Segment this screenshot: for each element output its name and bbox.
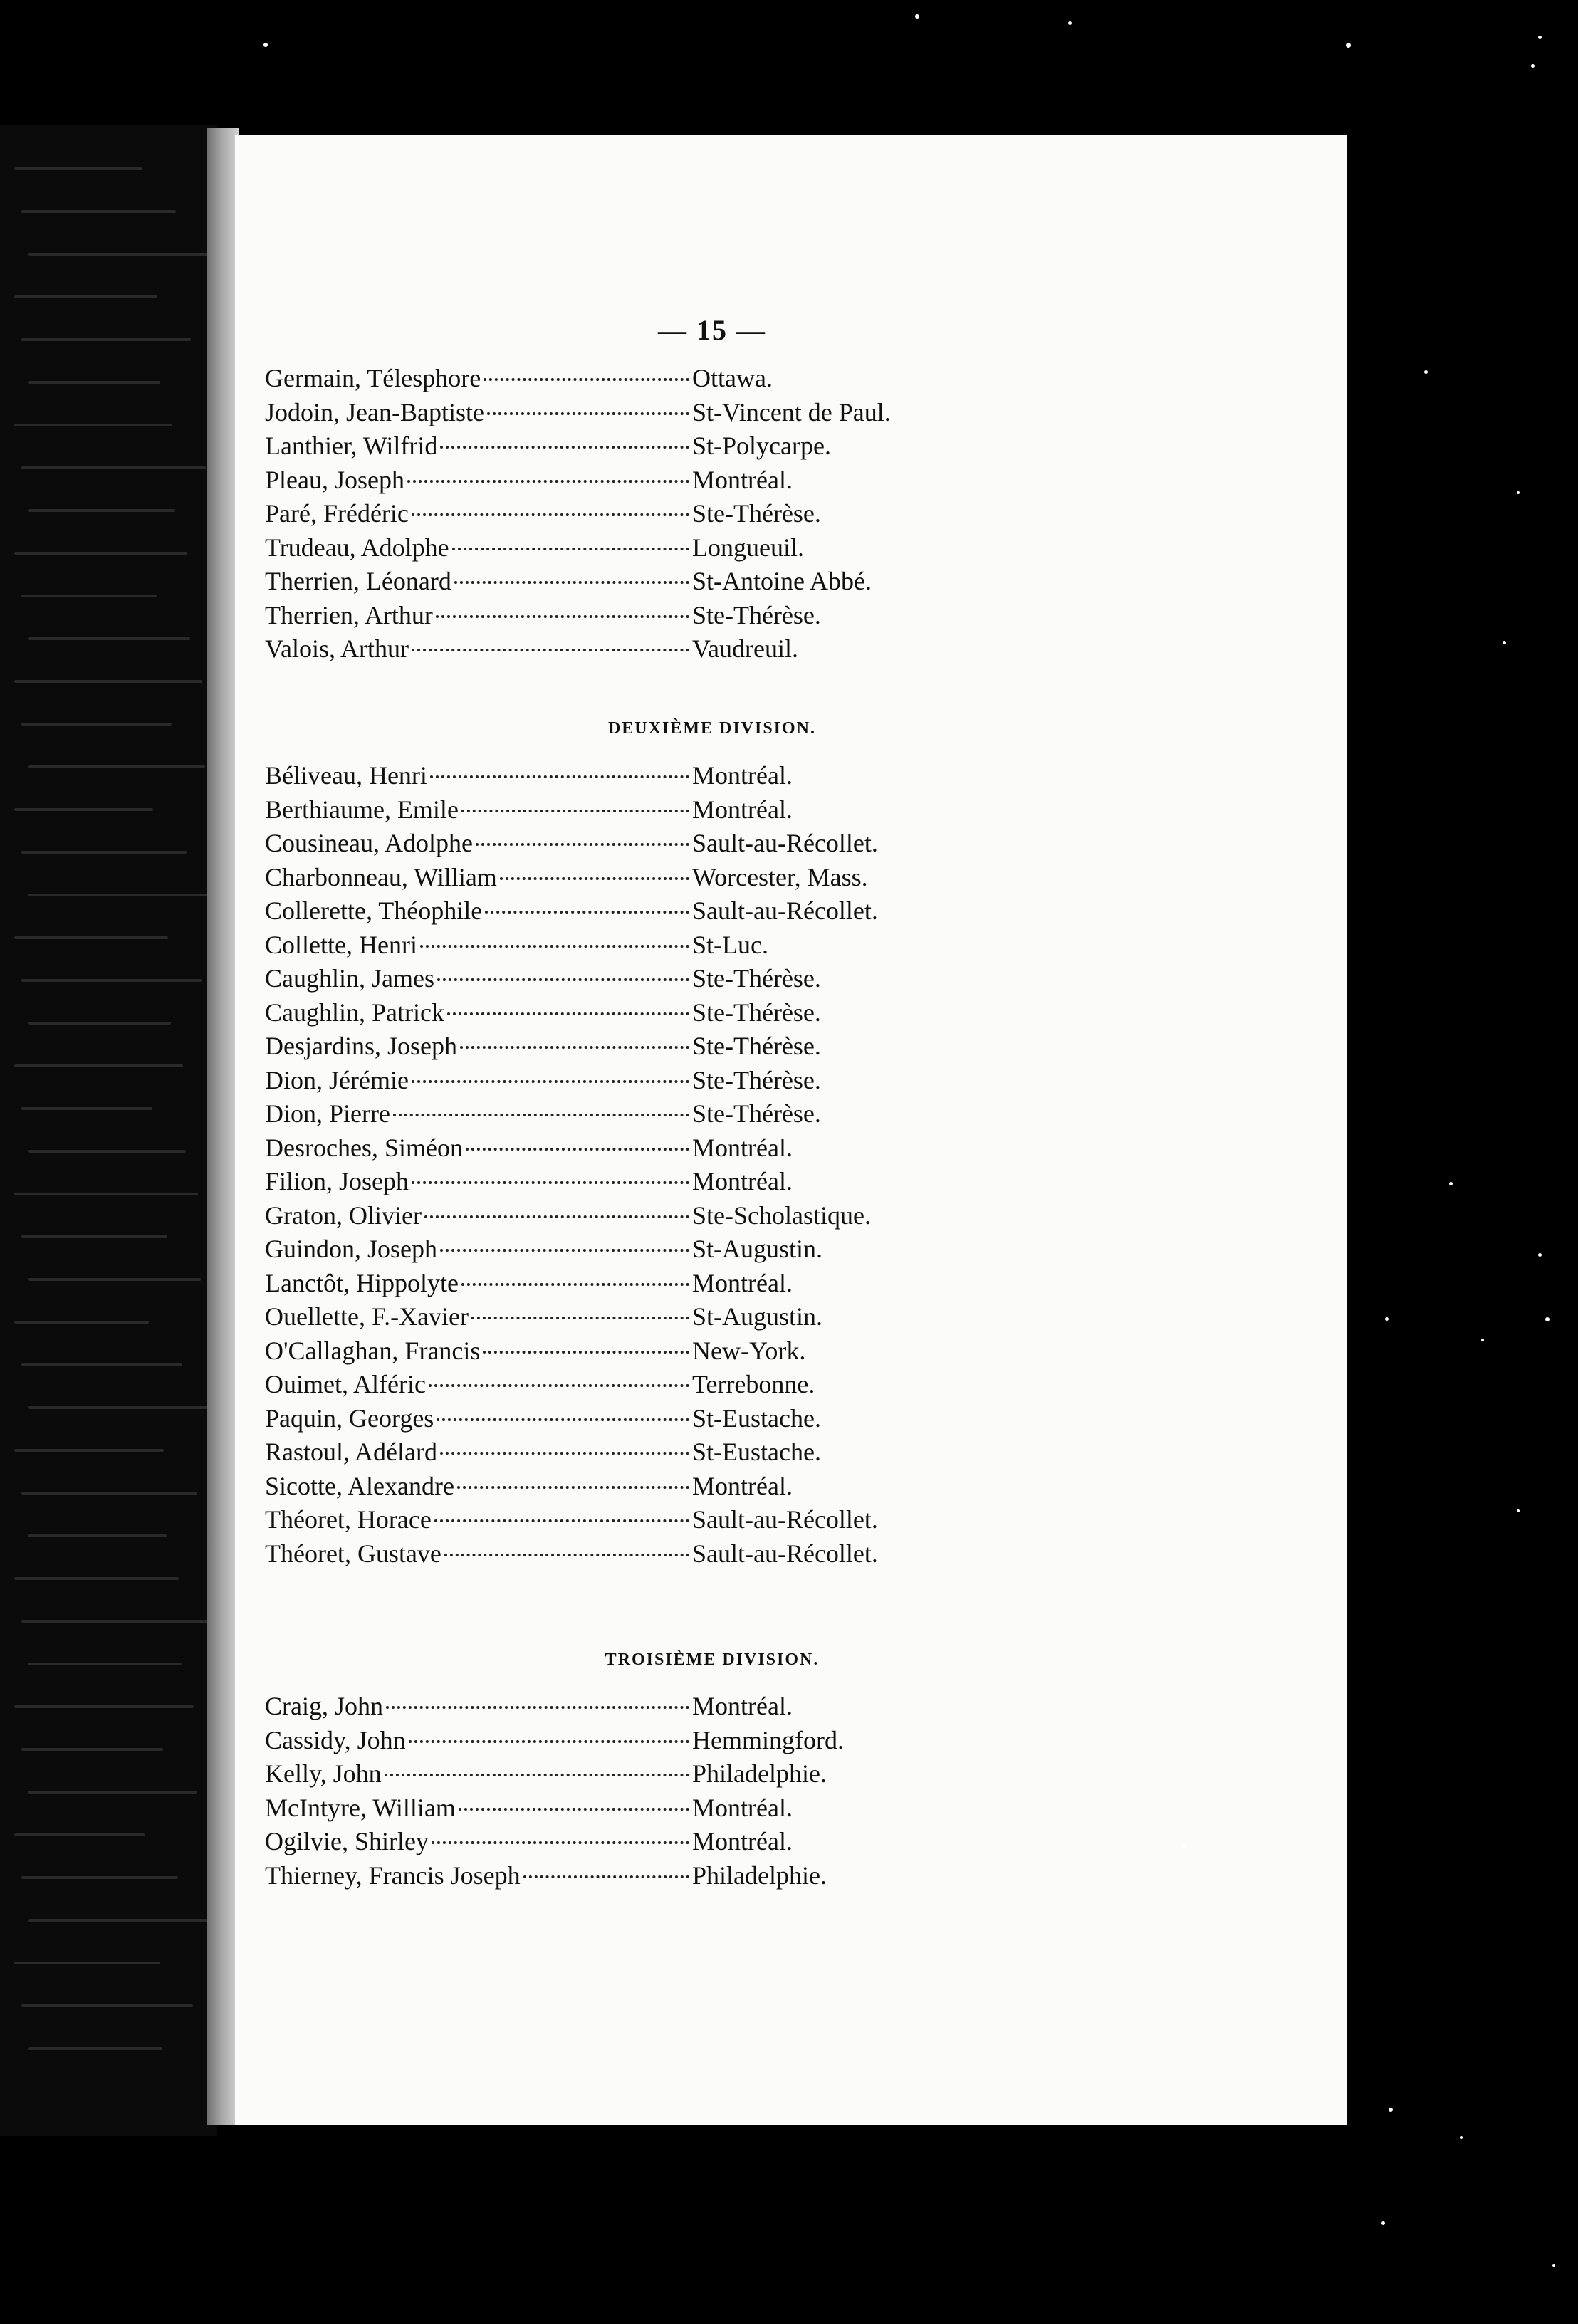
dust-speck xyxy=(1481,1339,1484,1341)
bleed-through-line xyxy=(21,1363,182,1366)
student-name: Collerette, Théophile xyxy=(265,896,483,925)
list-entry xyxy=(265,1793,934,1827)
dot-leader xyxy=(452,548,689,550)
list-entry xyxy=(265,1031,934,1065)
student-name: Pleau, Joseph xyxy=(265,465,404,494)
dot-leader xyxy=(457,1486,689,1489)
student-name: Dion, Jérémie xyxy=(265,1065,409,1094)
dot-leader xyxy=(420,945,689,948)
hometown: St-Eustache. xyxy=(692,1403,821,1433)
dot-leader xyxy=(429,1384,689,1387)
hometown: Ste-Thérèse. xyxy=(692,600,821,629)
hometown: Sault-au-Récollet. xyxy=(692,896,878,925)
bleed-through-line xyxy=(14,1449,164,1452)
dot-leader xyxy=(454,581,689,584)
bleed-through-line xyxy=(14,1321,149,1324)
bleed-through-line xyxy=(28,381,160,384)
hometown: Montréal. xyxy=(692,761,793,790)
dot-leader xyxy=(385,1774,689,1776)
hometown: Montréal. xyxy=(692,1692,793,1720)
student-name: Therrien, Léonard xyxy=(265,567,451,595)
list-entry xyxy=(265,1759,934,1793)
dot-leader xyxy=(436,615,689,618)
list-entry xyxy=(265,1099,934,1133)
student-name: Jodoin, Jean-Baptiste xyxy=(265,397,484,426)
bleed-through-line xyxy=(21,595,157,597)
dot-leader xyxy=(437,1418,689,1421)
dust-speck xyxy=(1517,491,1520,494)
bleed-through-line xyxy=(28,1919,211,1922)
student-name: Paquin, Georges xyxy=(265,1403,434,1433)
hometown: Worcester, Mass. xyxy=(692,862,868,891)
student-name: Guindon, Joseph xyxy=(265,1235,437,1263)
bleed-through-line xyxy=(14,552,187,555)
hometown: St-Eustache. xyxy=(692,1438,821,1466)
student-name: McIntyre, William xyxy=(265,1793,456,1822)
dot-leader xyxy=(487,412,689,415)
list-entry xyxy=(265,998,934,1032)
dot-leader xyxy=(409,1740,689,1743)
bleed-through-line xyxy=(14,295,157,298)
hometown: Montréal. xyxy=(692,1133,793,1162)
hometown: St-Vincent de Paul. xyxy=(692,397,891,426)
list-entry xyxy=(265,566,934,600)
bleed-through-line xyxy=(28,1278,201,1281)
dust-speck xyxy=(1503,641,1506,644)
list-entry xyxy=(265,634,934,668)
dot-leader xyxy=(461,1283,689,1286)
student-name: Germain, Télesphore xyxy=(265,364,481,392)
dust-speck xyxy=(1531,64,1535,68)
bleed-through-line xyxy=(28,1663,182,1665)
dust-speck xyxy=(1346,43,1351,48)
dot-leader xyxy=(434,1519,689,1522)
dot-leader xyxy=(412,1080,689,1083)
dot-leader xyxy=(483,1351,689,1354)
bleed-through-line xyxy=(14,424,172,426)
bleed-through-line xyxy=(21,1620,212,1623)
hometown: Montréal. xyxy=(692,1268,793,1297)
student-name: Ouellette, F.-Xavier xyxy=(265,1302,469,1331)
list-entry xyxy=(265,1133,934,1167)
dust-speck xyxy=(1552,2264,1555,2267)
dot-leader xyxy=(440,1452,689,1455)
bleed-through-line xyxy=(28,1406,216,1409)
bleed-through-line xyxy=(21,338,191,341)
bleed-through-line xyxy=(14,1577,179,1580)
list-entry xyxy=(265,1504,934,1539)
student-name: Rastoul, Adélard xyxy=(265,1438,437,1466)
student-name: Théoret, Horace xyxy=(265,1505,432,1534)
dot-leader xyxy=(523,1875,689,1878)
student-name: Filion, Joseph xyxy=(265,1167,409,1195)
dot-leader xyxy=(407,480,689,483)
bleed-through-line xyxy=(28,2047,162,2050)
student-name: Desjardins, Joseph xyxy=(265,1032,457,1060)
bleed-through-line xyxy=(21,1107,152,1110)
list-entry xyxy=(265,1403,934,1438)
dot-leader xyxy=(412,1181,689,1184)
list-entry xyxy=(265,760,934,795)
student-name: Valois, Arthur xyxy=(265,634,409,663)
student-name: Lanthier, Wilfrid xyxy=(265,431,438,460)
hometown: Montréal. xyxy=(692,1471,793,1500)
bleed-through-line xyxy=(21,210,176,213)
hometown: Hemmingford. xyxy=(692,1725,844,1754)
bleed-through-line xyxy=(21,723,172,726)
hometown: Ste-Scholastique. xyxy=(692,1200,871,1230)
student-name: Berthiaume, Emile xyxy=(265,795,459,824)
dust-speck xyxy=(915,14,919,19)
page-number: — 15 — xyxy=(658,314,766,346)
list-entry xyxy=(265,1234,934,1268)
list-entry xyxy=(265,465,934,499)
student-name: Caughlin, James xyxy=(265,964,434,993)
student-name: Béliveau, Henri xyxy=(265,761,427,790)
dot-leader xyxy=(466,1148,689,1151)
bleed-through-line xyxy=(14,1193,198,1195)
hometown: Ste-Thérèse. xyxy=(692,964,821,993)
dust-speck xyxy=(1538,1253,1542,1257)
hometown: St-Augustin. xyxy=(692,1302,823,1331)
hometown: Vaudreuil. xyxy=(692,634,798,663)
student-name: Ogilvie, Shirley xyxy=(265,1827,429,1855)
hometown: Ste-Thérèse. xyxy=(692,1032,821,1060)
hometown: Philadelphie. xyxy=(692,1860,827,1890)
list-entry xyxy=(265,862,934,896)
hometown: Ste-Thérèse. xyxy=(692,1065,821,1094)
hometown: Ste-Thérèse. xyxy=(692,998,821,1027)
dot-leader xyxy=(447,1012,689,1015)
hometown: Ste-Thérèse. xyxy=(692,1099,821,1128)
dot-leader xyxy=(444,1554,689,1556)
list-entry xyxy=(265,1826,934,1860)
hometown: New-York. xyxy=(692,1336,806,1365)
hometown: Ottawa. xyxy=(692,364,773,392)
hometown: Sault-au-Récollet. xyxy=(692,1505,878,1534)
hometown: Montréal. xyxy=(692,1167,793,1195)
list-entry xyxy=(265,1268,934,1302)
dust-speck xyxy=(1385,1317,1389,1321)
dot-leader xyxy=(500,877,689,880)
hometown: Ste-Thérèse. xyxy=(692,499,821,528)
list-entry xyxy=(265,600,934,634)
dust-speck xyxy=(1460,2136,1463,2139)
list-entry xyxy=(265,1200,934,1235)
dot-leader xyxy=(412,513,689,516)
student-name: Trudeau, Adolphe xyxy=(265,533,449,562)
hometown: Terrebonne. xyxy=(692,1370,815,1398)
hometown: Longueuil. xyxy=(692,533,804,562)
bleed-through-line xyxy=(14,680,202,683)
hometown: Montréal. xyxy=(692,1827,793,1855)
student-name: Théoret, Gustave xyxy=(265,1539,441,1568)
list-entry xyxy=(265,498,934,533)
student-name: O'Callaghan, Francis xyxy=(265,1336,481,1365)
bleed-through-line xyxy=(21,2004,193,2007)
list-entry xyxy=(265,431,934,465)
dot-leader xyxy=(440,446,689,449)
bleed-through-line xyxy=(14,936,168,939)
list-entry xyxy=(265,1302,934,1336)
bleed-through-line xyxy=(14,1833,145,1836)
dust-speck xyxy=(263,43,268,47)
student-name: Graton, Olivier xyxy=(265,1200,422,1230)
dust-speck xyxy=(1182,1844,1186,1848)
bleed-through-line xyxy=(21,1235,167,1238)
student-name: Lanctôt, Hippolyte xyxy=(265,1268,459,1297)
list-entry xyxy=(265,1860,934,1895)
hometown: Sault-au-Récollet. xyxy=(692,829,878,857)
bleed-through-line xyxy=(28,1150,186,1153)
dot-leader xyxy=(437,978,689,981)
list-entry xyxy=(265,1691,934,1725)
list-entry xyxy=(265,1065,934,1099)
hometown: St-Antoine Abbé. xyxy=(692,567,872,595)
list-entry xyxy=(265,795,934,829)
bleed-through-line xyxy=(21,851,187,854)
dust-speck xyxy=(1424,370,1428,374)
bleed-through-line xyxy=(14,1064,183,1067)
list-entry xyxy=(265,828,934,862)
list-entry xyxy=(265,930,934,964)
list-entry xyxy=(265,896,934,930)
dust-speck xyxy=(1068,21,1072,25)
student-name: Desroches, Siméon xyxy=(265,1133,463,1162)
bleed-through-line xyxy=(28,1022,171,1025)
bleed-through-line xyxy=(28,637,190,640)
student-name: Caughlin, Patrick xyxy=(265,998,444,1027)
list-entry xyxy=(265,1369,934,1403)
student-name: Kelly, John xyxy=(265,1759,382,1788)
list-entry xyxy=(265,1471,934,1505)
dust-speck xyxy=(1545,1317,1550,1321)
student-name: Dion, Pierre xyxy=(265,1099,390,1128)
list-entry xyxy=(265,1539,934,1573)
bleed-through-line xyxy=(28,894,217,896)
division-heading: DEUXIÈME DIVISION. xyxy=(607,719,817,738)
bleed-through-line xyxy=(21,979,202,982)
dot-leader xyxy=(432,1841,689,1844)
bleed-through-line xyxy=(28,1534,167,1537)
book-spine xyxy=(207,128,239,2125)
student-name: Cousineau, Adolphe xyxy=(265,829,473,857)
dust-speck xyxy=(1538,36,1542,39)
bleed-through-line xyxy=(14,808,153,811)
division-heading: TROISIÈME DIVISION. xyxy=(605,1650,820,1669)
bleed-through-line xyxy=(28,765,205,768)
list-entry xyxy=(265,397,934,431)
bleed-through-line xyxy=(21,466,206,469)
bleed-through-line xyxy=(21,1748,163,1751)
student-name: Thierney, Francis Joseph xyxy=(265,1860,521,1890)
dot-leader xyxy=(460,1046,689,1049)
student-name: Sicotte, Alexandre xyxy=(265,1471,454,1500)
bleed-through-line xyxy=(14,1962,160,1964)
dot-leader xyxy=(476,843,689,846)
hometown: Montréal. xyxy=(692,795,793,824)
hometown: Montréal. xyxy=(692,465,793,494)
dot-leader xyxy=(424,1215,689,1218)
hometown: Sault-au-Récollet. xyxy=(692,1539,878,1568)
list-entry xyxy=(265,533,934,567)
list-entry xyxy=(265,363,934,397)
hometown: Philadelphie. xyxy=(692,1759,827,1788)
bleed-through-line xyxy=(28,509,175,512)
student-name: Therrien, Arthur xyxy=(265,600,433,629)
list-entry xyxy=(265,1336,934,1370)
dust-speck xyxy=(1449,1182,1453,1185)
student-name: Cassidy, John xyxy=(265,1725,406,1754)
dot-leader xyxy=(471,1317,689,1319)
dot-leader xyxy=(484,378,689,381)
list-entry xyxy=(265,1437,934,1471)
dust-speck xyxy=(1389,2108,1393,2112)
bleed-through-line xyxy=(28,1791,197,1794)
hometown: St-Luc. xyxy=(692,930,768,959)
list-entry xyxy=(265,1166,934,1200)
bleed-through-line xyxy=(14,1705,194,1708)
bleed-through-line xyxy=(14,167,142,170)
bleed-through-line xyxy=(21,1492,197,1495)
student-name: Ouimet, Alféric xyxy=(265,1370,426,1398)
student-name: Craig, John xyxy=(265,1692,383,1720)
hometown: St-Polycarpe. xyxy=(692,431,831,460)
dot-leader xyxy=(459,1808,689,1811)
dot-leader xyxy=(412,649,689,651)
dot-leader xyxy=(485,911,689,914)
dust-speck xyxy=(1381,2221,1385,2225)
bleed-through-line xyxy=(21,1876,178,1879)
bleed-through-line xyxy=(28,253,209,256)
list-entry xyxy=(265,963,934,998)
student-name: Paré, Frédéric xyxy=(265,499,409,528)
dot-leader xyxy=(440,1249,689,1252)
dot-leader xyxy=(461,810,689,812)
dot-leader xyxy=(393,1114,689,1116)
facing-page-edge xyxy=(0,125,217,2136)
student-name: Charbonneau, William xyxy=(265,862,497,891)
hometown: Montréal. xyxy=(692,1793,793,1822)
dot-leader xyxy=(430,775,689,778)
dot-leader xyxy=(386,1706,689,1709)
hometown: St-Augustin. xyxy=(692,1235,823,1263)
dust-speck xyxy=(1517,1509,1520,1512)
student-name: Collette, Henri xyxy=(265,930,417,959)
list-entry xyxy=(265,1725,934,1759)
